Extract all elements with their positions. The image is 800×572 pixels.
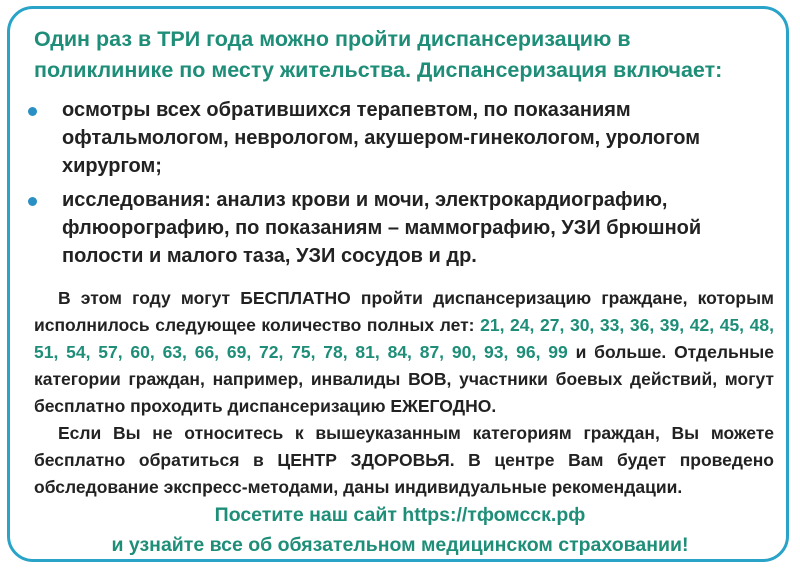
eligible-ages: 21, 24, 27, 30, 33, 36, 39, 42, 45, 48, 51, 54, 57, 60, 63, 66, 69, 72, 75, 78, 81, 84, 87, 90, 93, 96, 99 [34,315,774,362]
health-center-paragraph: Если Вы не относитесь к вышеуказанным категориям граждан, Вы можете бесплатно обратиться в ЦЕНТР ЗДОРОВЬЯ. В центре Вам будет проведено обследование экспресс-методами, даны индивидуальные рекомендации. [34,423,774,497]
eligibility-paragraph [34,285,774,420]
insurance-line: и узнайте все об обязательном медицинском страховании! [111,534,689,556]
bullet-item-tests [20,186,780,270]
bullet-list [20,96,780,276]
heading: Один раз в ТРИ года можно пройти диспансеризацию в поликлинике по месту жительства. Диспансеризация включает: [34,27,723,82]
bullet-text: исследования: анализ крови и мочи, электрокардиографию, флюорографию, по показаниям – маммографию, УЗИ брюшной полости и малого таза, УЗИ сосудов и др. [62,189,702,267]
bullet-text: осмотры всех обратившихся терапевтом, по показаниям офтальмологом, неврологом, акушером-гинекологом, урологом хирургом; [62,99,701,177]
bullet-item-examinations [20,96,780,180]
eligibility-text-end: и больше. Отдельные категории граждан, например, инвалиды ВОВ, участники боевых действий, могут бесплатно проходить диспансеризацию ЕЖЕГОДНО. [34,342,774,416]
bullet-dot-icon [28,107,37,116]
bullet-dot-icon [28,197,37,206]
eligibility-text: В этом году могут БЕСПЛАТНО пройти диспансеризацию граждане, которым исполнилось следующее количество полных лет: [34,288,774,335]
website-line: Посетите наш сайт https://тфомсск.рф [214,504,586,526]
